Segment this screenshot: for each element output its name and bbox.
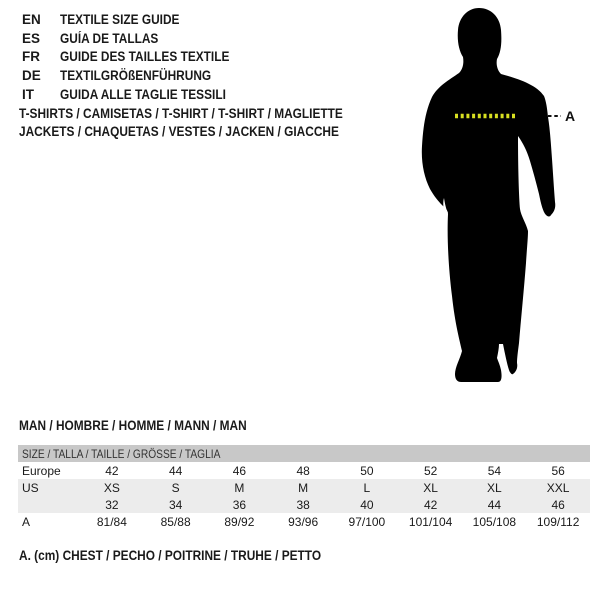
- language-name: GUÍA DE TALLAS: [60, 30, 159, 46]
- language-list: [22, 11, 253, 105]
- cell: S: [171, 480, 180, 495]
- language-row: [22, 11, 253, 30]
- cell: 44: [487, 497, 502, 512]
- size-table-header: [18, 445, 590, 462]
- cell: 46: [232, 463, 247, 478]
- cell: 93/96: [288, 514, 319, 529]
- row-label: Europe: [22, 463, 61, 478]
- language-name: TEXTILE SIZE GUIDE: [60, 12, 180, 27]
- language-name: GUIDA ALLE TAGLIE TESSILI: [60, 86, 226, 102]
- size-table-header-label: SIZE / TALLA / TAILLE / GRÖSSE / TAGLIA: [22, 446, 221, 461]
- cell: XXL: [546, 480, 570, 495]
- cell: M: [234, 480, 245, 495]
- cell: 42: [105, 463, 119, 478]
- cell: 34: [168, 497, 183, 512]
- table-row-us-numbers: [18, 496, 590, 513]
- size-table: [18, 445, 590, 530]
- language-row: [22, 86, 253, 105]
- language-row: [22, 67, 253, 86]
- man-silhouette: [400, 2, 600, 397]
- table-row-a: [18, 513, 590, 530]
- cell: 32: [105, 497, 119, 512]
- language-code: ES: [22, 30, 41, 46]
- cell: 42: [423, 497, 438, 512]
- cell: 48: [296, 463, 310, 478]
- language-name: TEXTILGRÖßENFÜHRUNG: [60, 68, 212, 84]
- measure-label-a: A: [565, 108, 576, 124]
- cell: 81/84: [96, 514, 127, 529]
- cell: 40: [360, 497, 374, 512]
- cell: 97/100: [348, 514, 386, 529]
- language-code: FR: [22, 49, 40, 65]
- garment-categories: [19, 105, 387, 141]
- cell: 36: [232, 497, 247, 512]
- language-row: [22, 30, 253, 49]
- cell: 52: [423, 463, 438, 478]
- language-name: GUIDE DES TAILLES TEXTILE: [60, 49, 230, 65]
- cell: XL: [423, 480, 438, 495]
- cell: 56: [551, 463, 565, 478]
- cell: M: [298, 480, 309, 495]
- silhouette-path: [422, 8, 555, 382]
- row-label: A: [22, 514, 31, 529]
- cell: 89/92: [224, 514, 255, 529]
- language-row: [22, 48, 253, 67]
- language-code: EN: [22, 12, 41, 27]
- cell: L: [363, 480, 371, 495]
- cell: 109/112: [536, 514, 580, 529]
- size-figure: [400, 2, 600, 397]
- measurement-footnote: A. (cm) CHEST / PECHO / POITRINE / TRUHE / PETTO: [19, 548, 322, 563]
- cell: 50: [360, 463, 374, 478]
- cell: 85/88: [160, 514, 191, 529]
- row-label: US: [22, 480, 39, 495]
- cell: 101/104: [408, 514, 453, 529]
- garment-line-tshirts: T-SHIRTS / CAMISETAS / T-SHIRT / T-SHIRT / MAGLIETTE: [19, 106, 343, 121]
- cell: XL: [487, 480, 502, 495]
- garment-line-jackets: JACKETS / CHAQUETAS / VESTES / JACKEN / GIACCHE: [19, 124, 339, 139]
- table-row-europe: [18, 462, 590, 479]
- section-title: MAN / HOMBRE / HOMME / MANN / MAN: [19, 418, 247, 433]
- cell: 54: [487, 463, 502, 478]
- cell: XS: [103, 480, 120, 495]
- table-row-us-letters: [18, 479, 590, 496]
- cell: 38: [296, 497, 310, 512]
- cell: 46: [551, 497, 565, 512]
- cell: 105/108: [472, 514, 517, 529]
- language-code: DE: [22, 68, 41, 84]
- language-code: IT: [22, 86, 34, 102]
- cell: 44: [168, 463, 183, 478]
